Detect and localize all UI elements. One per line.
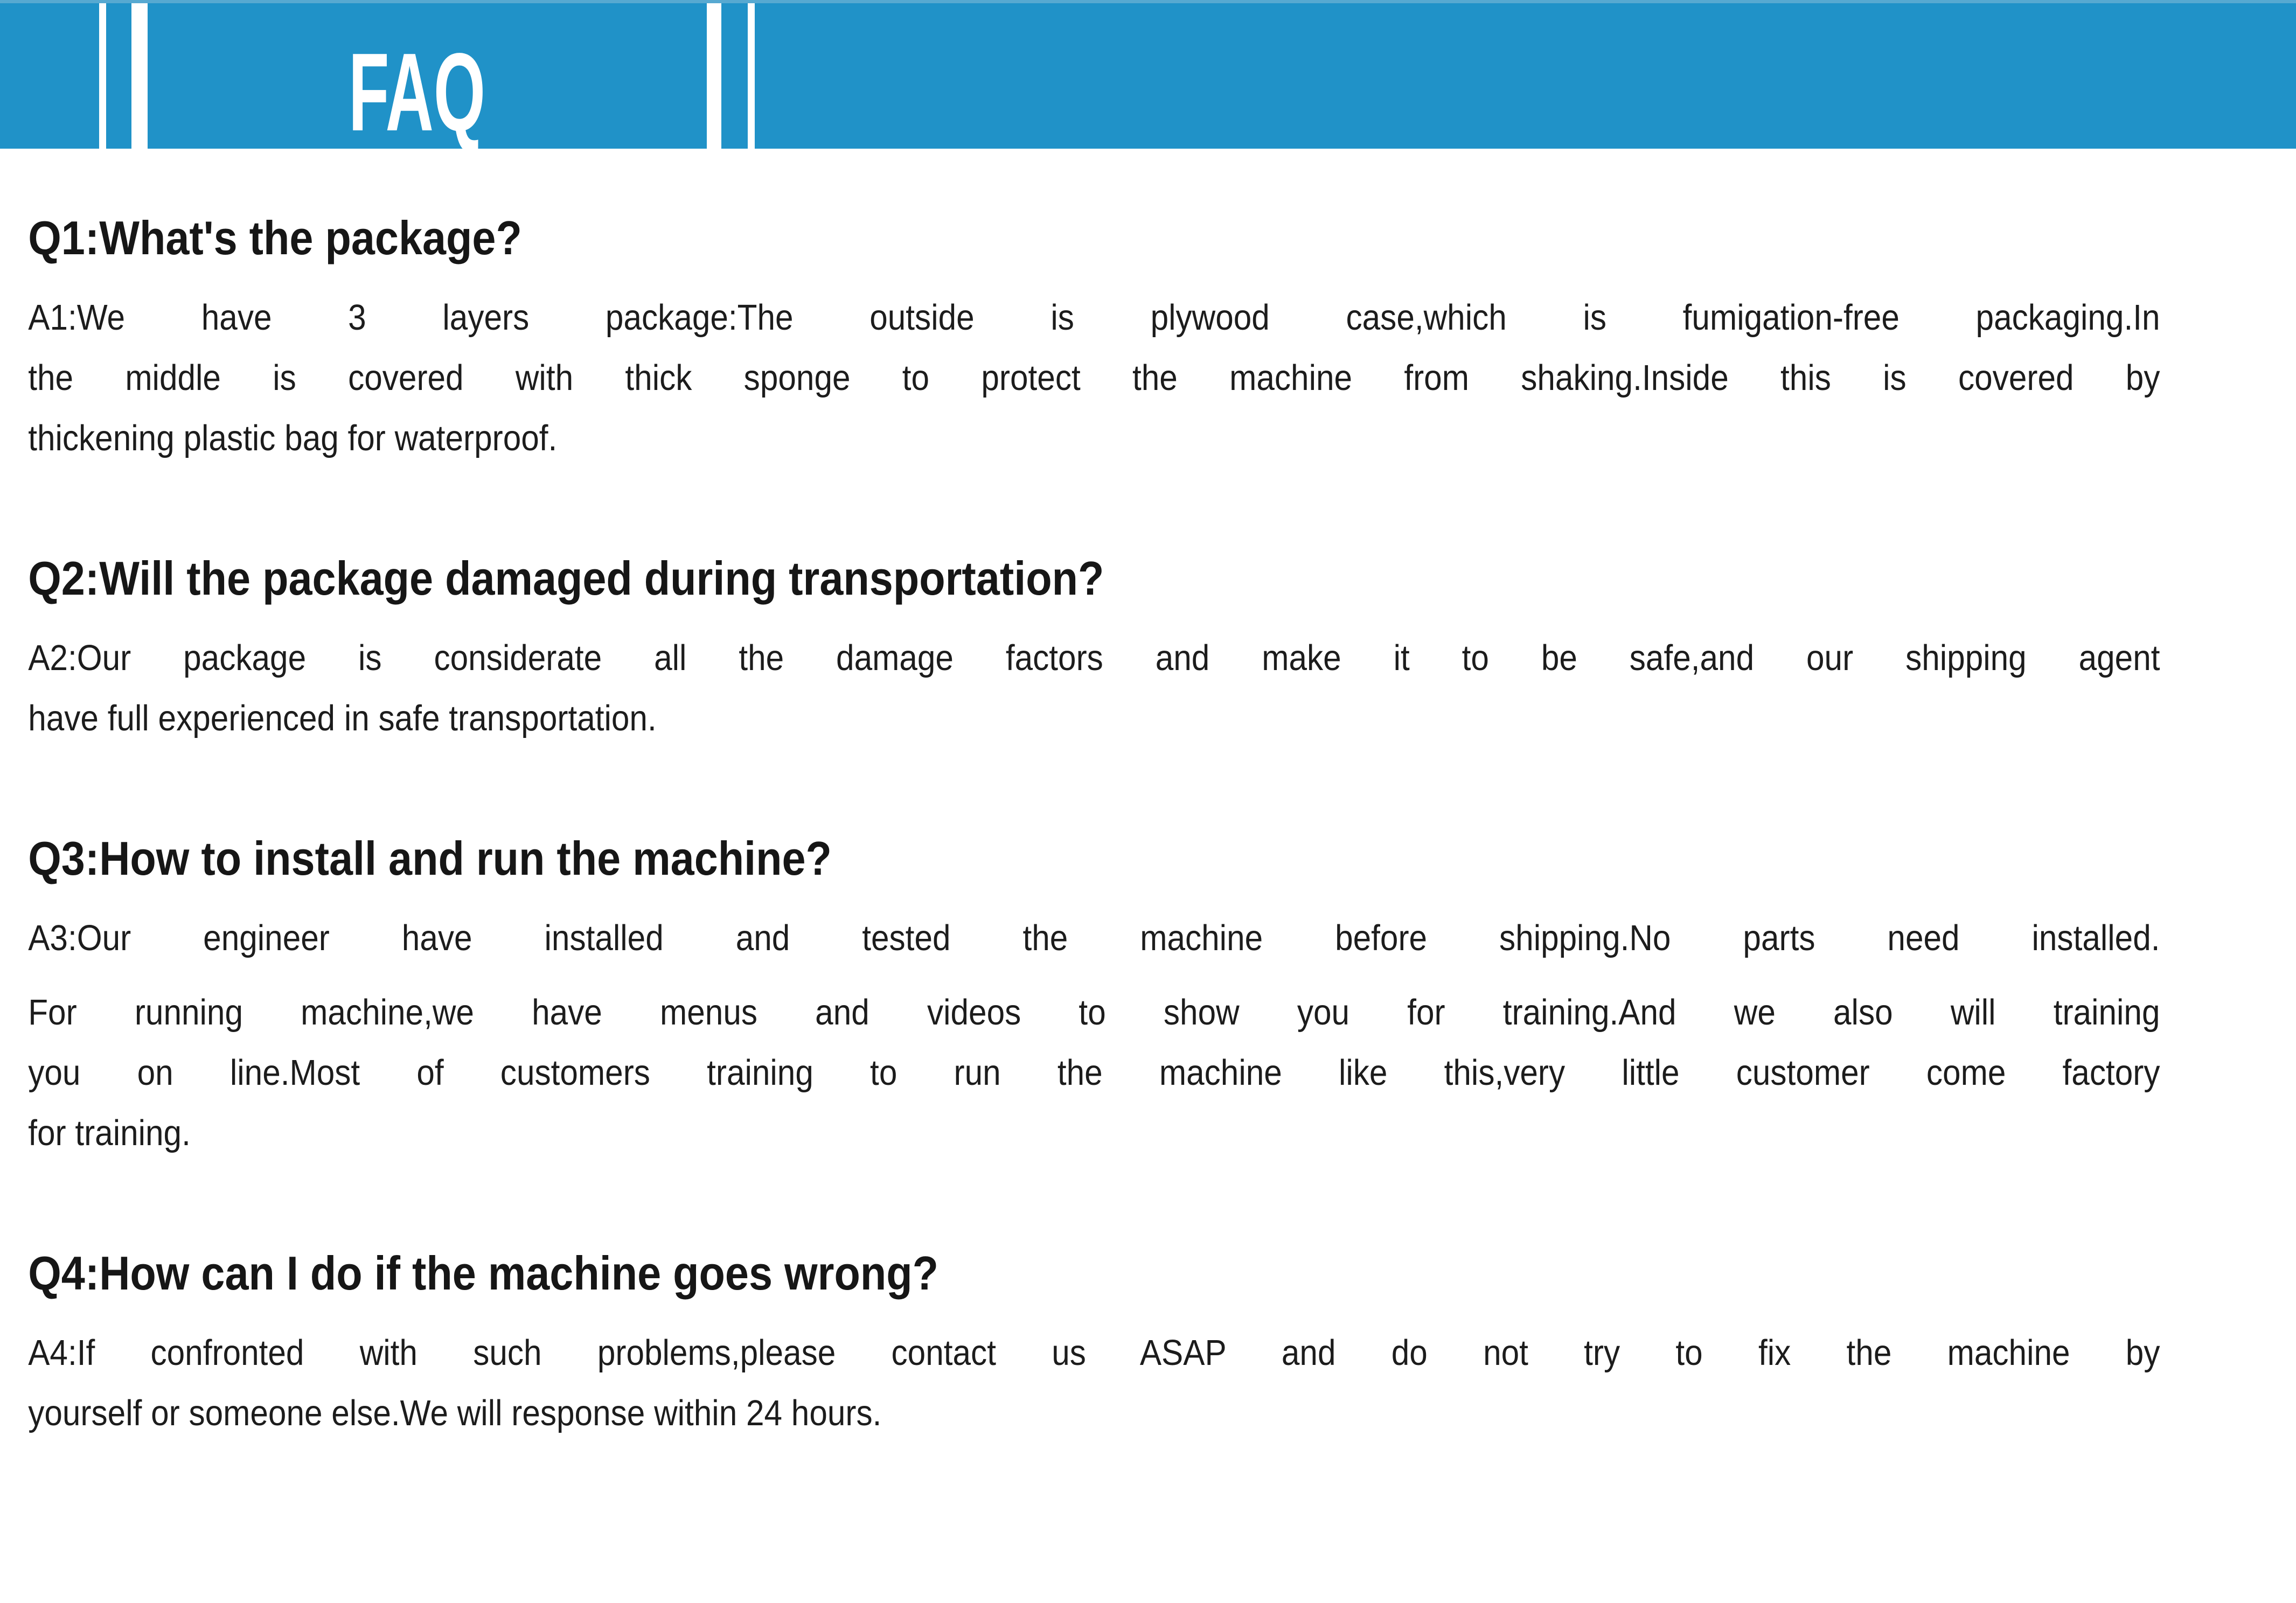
faq-item <box>28 550 2160 749</box>
faq-answer-line: yourself or someone else.We will response within 24 hours. <box>28 1393 882 1433</box>
faq-question: Q4:How can I do if the machine goes wrong? <box>28 1246 938 1300</box>
divider-line-left-thin <box>99 3 106 149</box>
faq-answer-line: A3:Our engineer have installed and tested the machine before shipping.No parts need installed. <box>28 918 2160 958</box>
faq-content <box>0 210 2160 1444</box>
band-top-highlight <box>0 0 2296 3</box>
faq-answer-line: A2:Our package is considerate all the damage factors and make it to be safe,and our shipping agent <box>28 638 2160 678</box>
faq-item <box>28 831 2160 1163</box>
faq-item <box>28 210 2160 469</box>
header-band <box>0 0 2296 154</box>
faq-question: Q1:What's the package? <box>28 211 522 264</box>
faq-question: Q3:How to install and run the machine? <box>28 832 832 885</box>
faq-item <box>28 1245 2160 1444</box>
faq-answer-line: for training. <box>28 1113 191 1153</box>
faq-answer-line: the middle is covered with thick sponge to protect the machine from shaking.Inside this is covered by <box>28 358 2160 398</box>
faq-answer-line: A1:We have 3 layers package:The outside is plywood case,which is fumigation-free packaging.In <box>28 297 2160 338</box>
faq-question: Q2:Will the package damaged during transportation? <box>28 552 1104 605</box>
faq-answer <box>28 628 2160 749</box>
faq-answer <box>28 288 2160 469</box>
faq-answer <box>28 1323 2160 1444</box>
divider-line-right-thin <box>748 3 755 149</box>
faq-answer-line: you on line.Most of customers training to run the machine like this,very little customer come factory <box>28 1053 2160 1093</box>
faq-answer-line: For running machine,we have menus and videos to show you for training.And we also will training <box>28 992 2160 1033</box>
faq-answer <box>28 908 2160 1163</box>
divider-line-left-wide <box>131 3 148 149</box>
page-title: FAQ <box>348 30 486 154</box>
faq-answer-line: thickening plastic bag for waterproof. <box>28 418 558 458</box>
divider-line-right-wide <box>707 3 721 149</box>
faq-answer-line: A4:If confronted with such problems,please contact us ASAP and do not try to fix the machine by <box>28 1333 2160 1373</box>
faq-answer-line: have full experienced in safe transportation. <box>28 698 657 738</box>
